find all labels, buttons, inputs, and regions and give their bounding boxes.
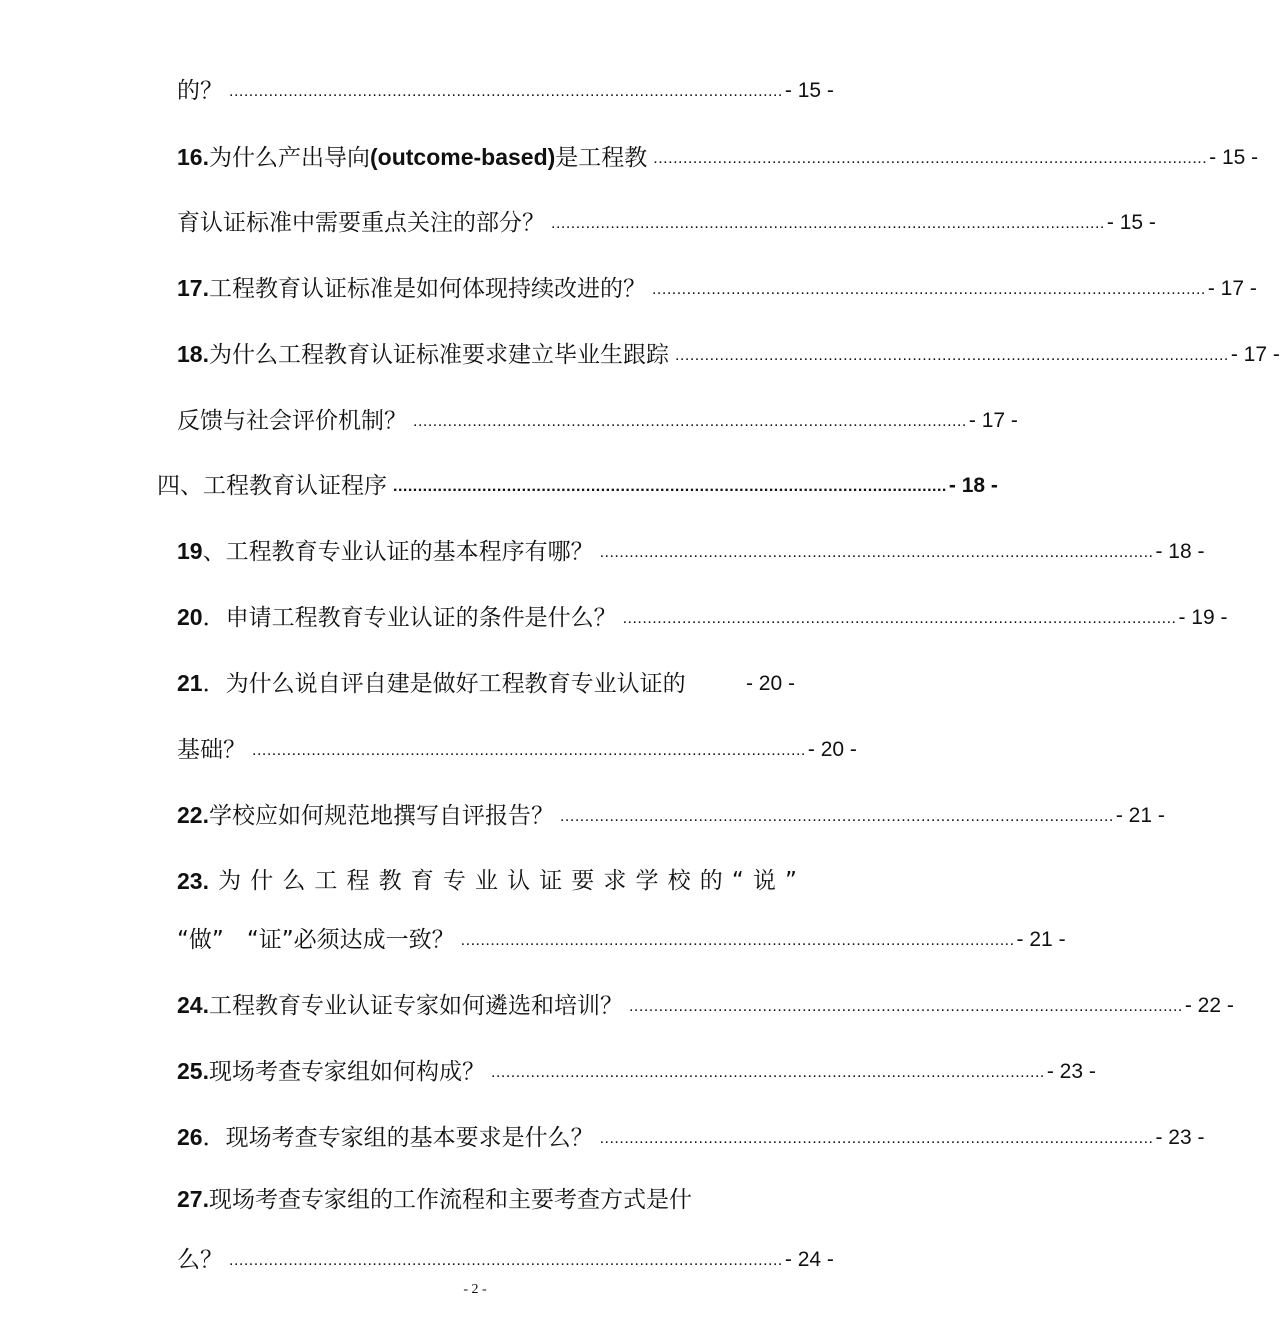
- toc-page-number: - 18 -: [1155, 540, 1205, 563]
- toc-entry-char: 为: [218, 868, 242, 894]
- toc-page-number: - 17 -: [968, 409, 1018, 432]
- toc-entry-text-continued: 是工程教: [555, 145, 648, 171]
- toc-entry-text: ．现场考查专家组的基本要求是什么？: [202, 1125, 594, 1151]
- toc-entry[interactable]: [177, 330, 1280, 370]
- toc-page-number: - 23 -: [1046, 1060, 1096, 1083]
- toc-entry-char: 教: [378, 868, 402, 894]
- toc-entry-text: 为什么工程教育认证标准要求建立毕业生跟踪: [208, 342, 669, 368]
- toc-page-number: - 21 -: [1016, 928, 1066, 951]
- toc-entry[interactable]: [177, 198, 1156, 238]
- toc-page-number: - 23 -: [1155, 1126, 1205, 1149]
- toc-entry-char: 认: [507, 868, 531, 894]
- toc-entry-text: 现场考查专家组如何构成？: [208, 1059, 485, 1085]
- leader-dots: ................................................................................................................: [651, 281, 1206, 298]
- toc-entry-number: 25.: [177, 1058, 209, 1084]
- leader-dots: ................................................................................................................: [229, 83, 783, 100]
- toc-entry-char: “: [731, 868, 744, 894]
- toc-entry-text: ．申请工程教育专业认证的条件是什么？: [202, 605, 617, 631]
- toc-entry-char: ”: [784, 868, 797, 894]
- leader-dots: ................................................................................................................: [559, 808, 1114, 825]
- toc-page-number: - 24 -: [784, 1248, 834, 1271]
- toc-entry-text: 工程教育认证标准是如何体现持续改进的？: [208, 276, 646, 302]
- toc-page-number: - 19 -: [1178, 606, 1228, 629]
- toc-entry-text: 基础？: [177, 737, 246, 763]
- leader-dots: ................................................................................................................: [674, 347, 1229, 364]
- toc-entry-char: 校: [667, 868, 691, 894]
- toc-entry-justified[interactable]: [177, 866, 797, 896]
- toc-page-number: - 18 -: [948, 474, 998, 497]
- leader-dots: ................................................................................................................: [599, 544, 1154, 561]
- toc-entry[interactable]: [177, 725, 857, 765]
- toc-entry-char: 工: [314, 868, 338, 894]
- leader-dots: ................................................................................................................: [653, 150, 1208, 167]
- page-footer-number: - 2 -: [463, 1282, 487, 1297]
- toc-entry[interactable]: [177, 396, 1018, 436]
- toc-entry-text: ．为什么说自评自建是做好工程教育专业认证的: [202, 671, 686, 697]
- toc-entry-char: 育: [410, 868, 434, 894]
- toc-entry-char: 业: [474, 868, 498, 894]
- toc-entry-text: 为什么产出导向: [208, 145, 370, 171]
- toc-page-number: - 22 -: [1184, 994, 1234, 1017]
- toc-section-text: 四、工程教育认证程序: [157, 473, 387, 499]
- leader-dots: ................................................................................................................: [628, 998, 1183, 1015]
- toc-entry[interactable]: [177, 981, 1234, 1021]
- toc-page-number: - 21 -: [1115, 804, 1165, 827]
- toc-entry-text: 工程教育专业认证专家如何遴选和培训？: [208, 993, 623, 1019]
- toc-entry-number: 27.: [177, 1186, 209, 1212]
- toc-page-number: - 20 -: [745, 672, 795, 695]
- toc-entry-char: 求: [603, 868, 627, 894]
- toc-entry[interactable]: [177, 915, 1066, 955]
- toc-entry-char: 程: [346, 868, 370, 894]
- leader-dots: ................................................................................................................: [229, 1252, 783, 1269]
- toc-entry[interactable]: [177, 791, 1165, 831]
- toc-entry[interactable]: [177, 1047, 1096, 1087]
- toc-entry-text: 现场考查专家组的工作流程和主要考查方式是什: [208, 1187, 692, 1213]
- toc-entry[interactable]: [177, 66, 834, 106]
- toc-entry-char: 么: [282, 868, 306, 894]
- toc-page-number: - 17 -: [1207, 277, 1257, 300]
- toc-entry-text: 么？: [177, 1247, 223, 1273]
- leader-dots: ................................................................................................................: [460, 932, 1015, 949]
- toc-entry[interactable]: [177, 1113, 1205, 1153]
- toc-entry[interactable]: [177, 1235, 834, 1275]
- toc-entry-number: 20: [177, 604, 203, 630]
- toc-entry-number: 22.: [177, 802, 209, 828]
- leader-dots: ................................................................................................................: [393, 478, 947, 495]
- toc-entry-number: 18.: [177, 341, 209, 367]
- toc-entry-char: 学: [635, 868, 659, 894]
- leader-dots: ................................................................................................................: [622, 610, 1177, 627]
- toc-entry-text: 的？: [177, 78, 223, 104]
- toc-entry-char: 什: [250, 868, 274, 894]
- toc-entry-char: 的: [699, 868, 723, 894]
- toc-entry-text: 反馈与社会评价机制？: [177, 408, 407, 434]
- toc-entry-term: (outcome-based): [369, 144, 556, 170]
- toc-entry[interactable]: [177, 593, 1228, 633]
- toc-page-number: - 15 -: [1106, 211, 1156, 234]
- toc-entry-text: 学校应如何规范地撰写自评报告？: [208, 803, 554, 829]
- toc-entry-char: 说: [752, 868, 776, 894]
- toc-entry-number: 16.: [177, 144, 209, 170]
- toc-page-number: - 15 -: [1209, 146, 1259, 169]
- leader-dots: ................................................................................................................: [490, 1064, 1045, 1081]
- toc-entry-text: “做” “证”必须达成一致？: [177, 927, 455, 953]
- toc-page-number: - 20 -: [807, 738, 857, 761]
- toc-page-number: - 17 -: [1230, 343, 1280, 366]
- toc-section-heading[interactable]: [157, 461, 998, 501]
- toc-entry[interactable]: [177, 133, 1259, 173]
- toc-entry-number: 17.: [177, 275, 209, 301]
- toc-entry-first-line[interactable]: [177, 1184, 692, 1215]
- toc-entry-char: 证: [539, 868, 563, 894]
- toc-entry-number: 26: [177, 1124, 203, 1150]
- toc-entry-char: 要: [571, 868, 595, 894]
- leader-dots: ................................................................................................................: [413, 413, 967, 430]
- toc-entry-text: 、工程教育专业认证的基本程序有哪？: [202, 539, 594, 565]
- toc-page-number: - 15 -: [784, 79, 834, 102]
- toc-entry[interactable]: [177, 527, 1205, 567]
- toc-entry-number: 24.: [177, 992, 209, 1018]
- toc-entry-number: 21: [177, 670, 203, 696]
- toc-entry[interactable]: [177, 659, 795, 699]
- toc-entry-char: 专: [442, 868, 466, 894]
- leader-dots: ................................................................................................................: [252, 742, 806, 759]
- leader-dots: ................................................................................................................: [599, 1130, 1154, 1147]
- toc-entry-number: 19: [177, 538, 203, 564]
- leader-dots: ................................................................................................................: [551, 215, 1105, 232]
- toc-entry-text: 育认证标准中需要重点关注的部分？: [177, 210, 545, 236]
- toc-entry-number: 23.: [177, 868, 209, 894]
- toc-entry[interactable]: [177, 264, 1257, 304]
